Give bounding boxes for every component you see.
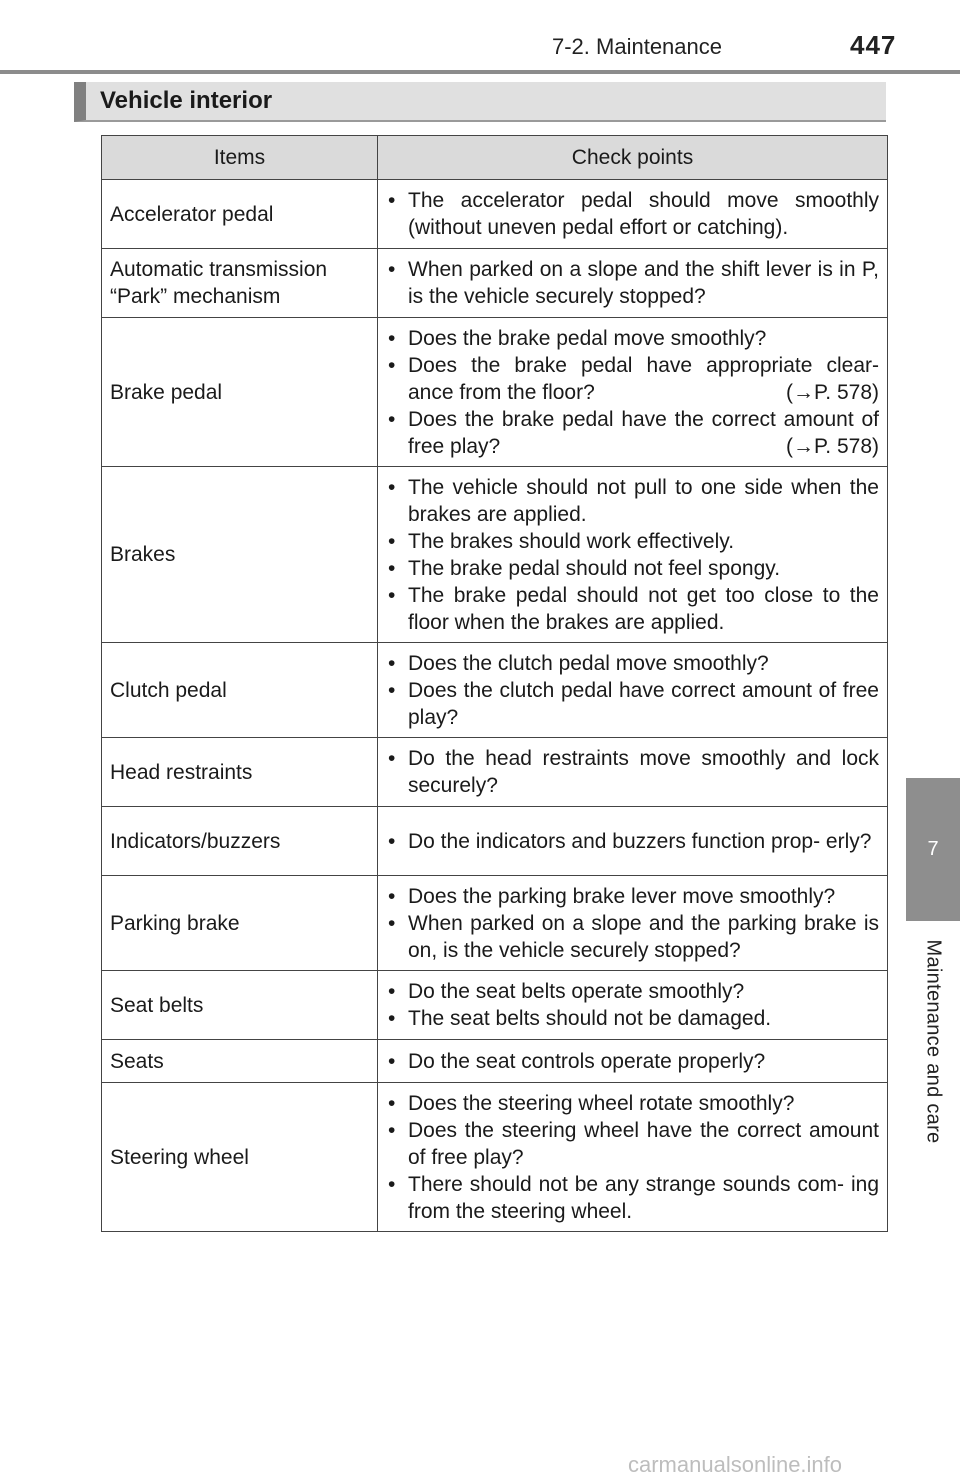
check-point: • Do the head restraints move smoothly and lock securely? [386, 745, 879, 799]
item-cell: Seats [102, 1040, 378, 1083]
table-row [102, 643, 888, 738]
section-heading: Vehicle interior [100, 87, 273, 114]
column-header-items: Items [102, 136, 378, 180]
table-row [102, 738, 888, 807]
check-points-cell [378, 807, 888, 876]
check-point: • Does the brake pedal have appropriate clear- ance from the floor? (→P. 578) [386, 352, 879, 406]
table-row [102, 1083, 888, 1232]
check-point: • Does the steering wheel rotate smoothly? [386, 1090, 879, 1117]
check-points-cell [378, 467, 888, 643]
check-points-cell [378, 971, 888, 1040]
check-points-cell [378, 180, 888, 249]
table-row [102, 1040, 888, 1083]
check-point: • Does the clutch pedal have correct amount of free play? [386, 677, 879, 731]
check-point: • Does the steering wheel have the correct amount of free play? [386, 1117, 879, 1171]
item-cell: Clutch pedal [102, 643, 378, 738]
check-points-cell [378, 643, 888, 738]
item-cell: Steering wheel [102, 1083, 378, 1232]
table-row [102, 180, 888, 249]
item-cell: Parking brake [102, 876, 378, 971]
check-points-cell [378, 1040, 888, 1083]
check-point: • The brake pedal should not get too close to the floor when the brakes are applied. [386, 582, 879, 636]
item-cell: Accelerator pedal [102, 180, 378, 249]
check-point: • When parked on a slope and the parking brake is on, is the vehicle securely stopped? [386, 910, 879, 964]
item-cell: Seat belts [102, 971, 378, 1040]
table-row [102, 467, 888, 643]
page-reference: (→P. 578) [786, 434, 879, 458]
item-cell: Head restraints [102, 738, 378, 807]
check-point: • Do the seat controls operate properly? [386, 1048, 879, 1075]
check-point: • Does the brake pedal move smoothly? [386, 325, 879, 352]
section-heading-bar [74, 82, 886, 122]
check-point: • The seat belts should not be damaged. [386, 1005, 879, 1032]
table-row [102, 318, 888, 467]
check-point: • Do the seat belts operate smoothly? [386, 978, 879, 1005]
watermark: carmanualsonline.info [628, 1452, 843, 1477]
chapter-number-tab: 7 [906, 778, 960, 921]
check-point: • There should not be any strange sounds com- ing from the steering wheel. [386, 1171, 879, 1225]
item-cell: Brakes [102, 467, 378, 643]
chapter-title-label: Maintenance and care [922, 939, 945, 1143]
check-point: • Do the indicators and buzzers function prop- erly? [386, 828, 879, 855]
page-reference: (→P. 578) [786, 380, 879, 404]
check-point: • Does the clutch pedal move smoothly? [386, 650, 879, 677]
check-points-cell [378, 318, 888, 467]
item-cell: Brake pedal [102, 318, 378, 467]
checklist-table [101, 135, 888, 1232]
chapter-title-tab [906, 921, 960, 1161]
header-section-title: 7-2. Maintenance [552, 34, 722, 59]
check-point: • The brakes should work effectively. [386, 528, 879, 555]
check-points-cell [378, 738, 888, 807]
page-number: 447 [850, 30, 897, 60]
check-points-cell [378, 1083, 888, 1232]
item-cell: Indicators/buzzers [102, 807, 378, 876]
table-row [102, 971, 888, 1040]
check-points-cell [378, 249, 888, 318]
column-header-check-points: Check points [378, 136, 888, 180]
check-point: • The brake pedal should not feel spongy. [386, 555, 879, 582]
item-cell: Automatic transmission “Park” mechanism [102, 249, 378, 318]
table-row [102, 249, 888, 318]
check-point: • Does the parking brake lever move smoothly? [386, 883, 879, 910]
check-point: • Does the brake pedal have the correct amount of free play? (→P. 578) [386, 406, 879, 460]
check-point: • The accelerator pedal should move smoothly (without uneven pedal effort or catching). [386, 187, 879, 241]
header-divider [0, 70, 960, 74]
check-point: • When parked on a slope and the shift lever is in P, is the vehicle securely stopped? [386, 256, 879, 310]
table-row [102, 807, 888, 876]
table-row [102, 876, 888, 971]
table-header-row [102, 136, 888, 180]
check-point: • The vehicle should not pull to one side when the brakes are applied. [386, 474, 879, 528]
check-points-cell [378, 876, 888, 971]
